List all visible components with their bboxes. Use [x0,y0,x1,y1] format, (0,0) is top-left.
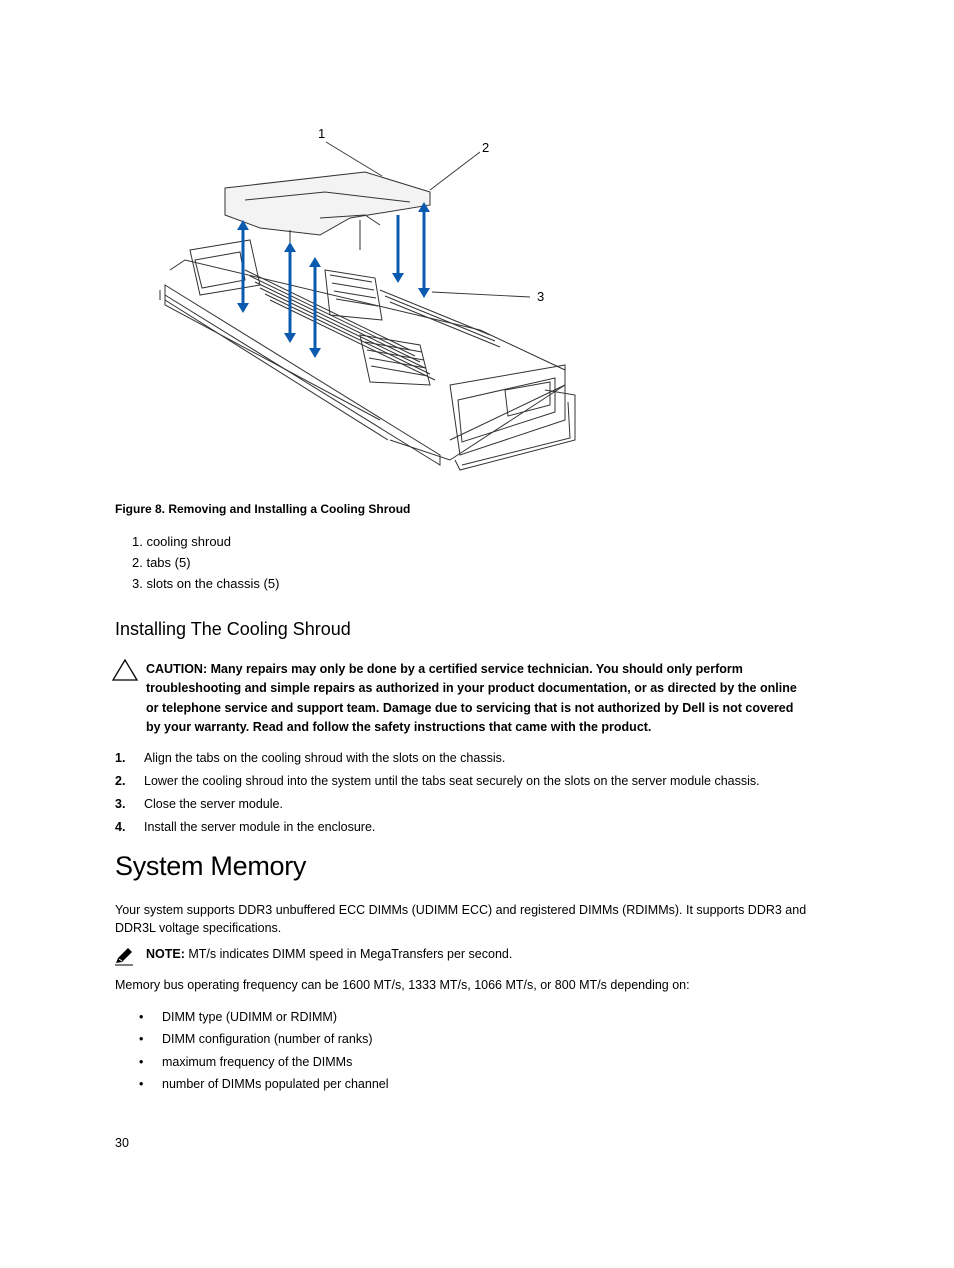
bullet-icon: • [139,1010,144,1024]
list-item: DIMM configuration (number of ranks) [162,1032,373,1046]
bullet-icon: • [139,1032,144,1046]
step-number: 4. [115,820,126,834]
legend-item: 1. cooling shroud [132,534,232,549]
note-text [146,947,512,961]
section-heading: Installing The Cooling Shroud [115,619,351,639]
callout-1: 1 [318,126,326,141]
note-label: NOTE: [146,947,185,961]
pencil-note-icon [113,946,135,966]
step-text: Close the server module. [144,797,283,811]
page-number: 30 [115,1136,129,1150]
list-item: maximum frequency of the DIMMs [162,1055,353,1069]
note-body: MT/s indicates DIMM speed in MegaTransfers per second. [184,947,513,961]
step-number: 2. [115,774,126,788]
legend-item: 3. slots on the chassis (5) [132,576,280,591]
warning-triangle-icon [111,658,139,682]
cooling-shroud-illustration [150,120,590,490]
step-text: Lower the cooling shroud into the system until the tabs seat securely on the slots on the server module chassis. [144,774,760,788]
page-title: System Memory [115,851,307,881]
list-item: DIMM type (UDIMM or RDIMM) [162,1010,337,1024]
callout-3: 3 [537,289,545,304]
bullet-icon: • [139,1055,144,1069]
intro-paragraph: Your system supports DDR3 unbuffered ECC DIMMs (UDIMM ECC) and registered DIMMs (RDIMMs). It supports DDR3 and DDR3L voltage specifications. [115,903,807,935]
caution-text: CAUTION: Many repairs may only be done by a certified service technician. You should only perform troubleshooting and simple repairs as authorized in your product documentation, or as directed by the online or telephone service and support team. Damage due to servicing that is not authorized by Dell is not covered by your warranty. Read and follow the safety instructions that came with the product. [146,662,797,734]
bullet-icon: • [139,1077,144,1091]
step-text: Align the tabs on the cooling shroud with the slots on the chassis. [144,751,506,765]
list-item: number of DIMMs populated per channel [162,1077,389,1091]
figure-caption: Figure 8. Removing and Installing a Cooling Shroud [115,502,411,516]
step-number: 3. [115,797,126,811]
callout-2: 2 [482,140,490,155]
legend-item: 2. tabs (5) [132,555,191,570]
step-number: 1. [115,751,126,765]
step-text: Install the server module in the enclosure. [144,820,376,834]
frequency-paragraph: Memory bus operating frequency can be 1600 MT/s, 1333 MT/s, 1066 MT/s, or 800 MT/s depending on: [115,978,690,992]
